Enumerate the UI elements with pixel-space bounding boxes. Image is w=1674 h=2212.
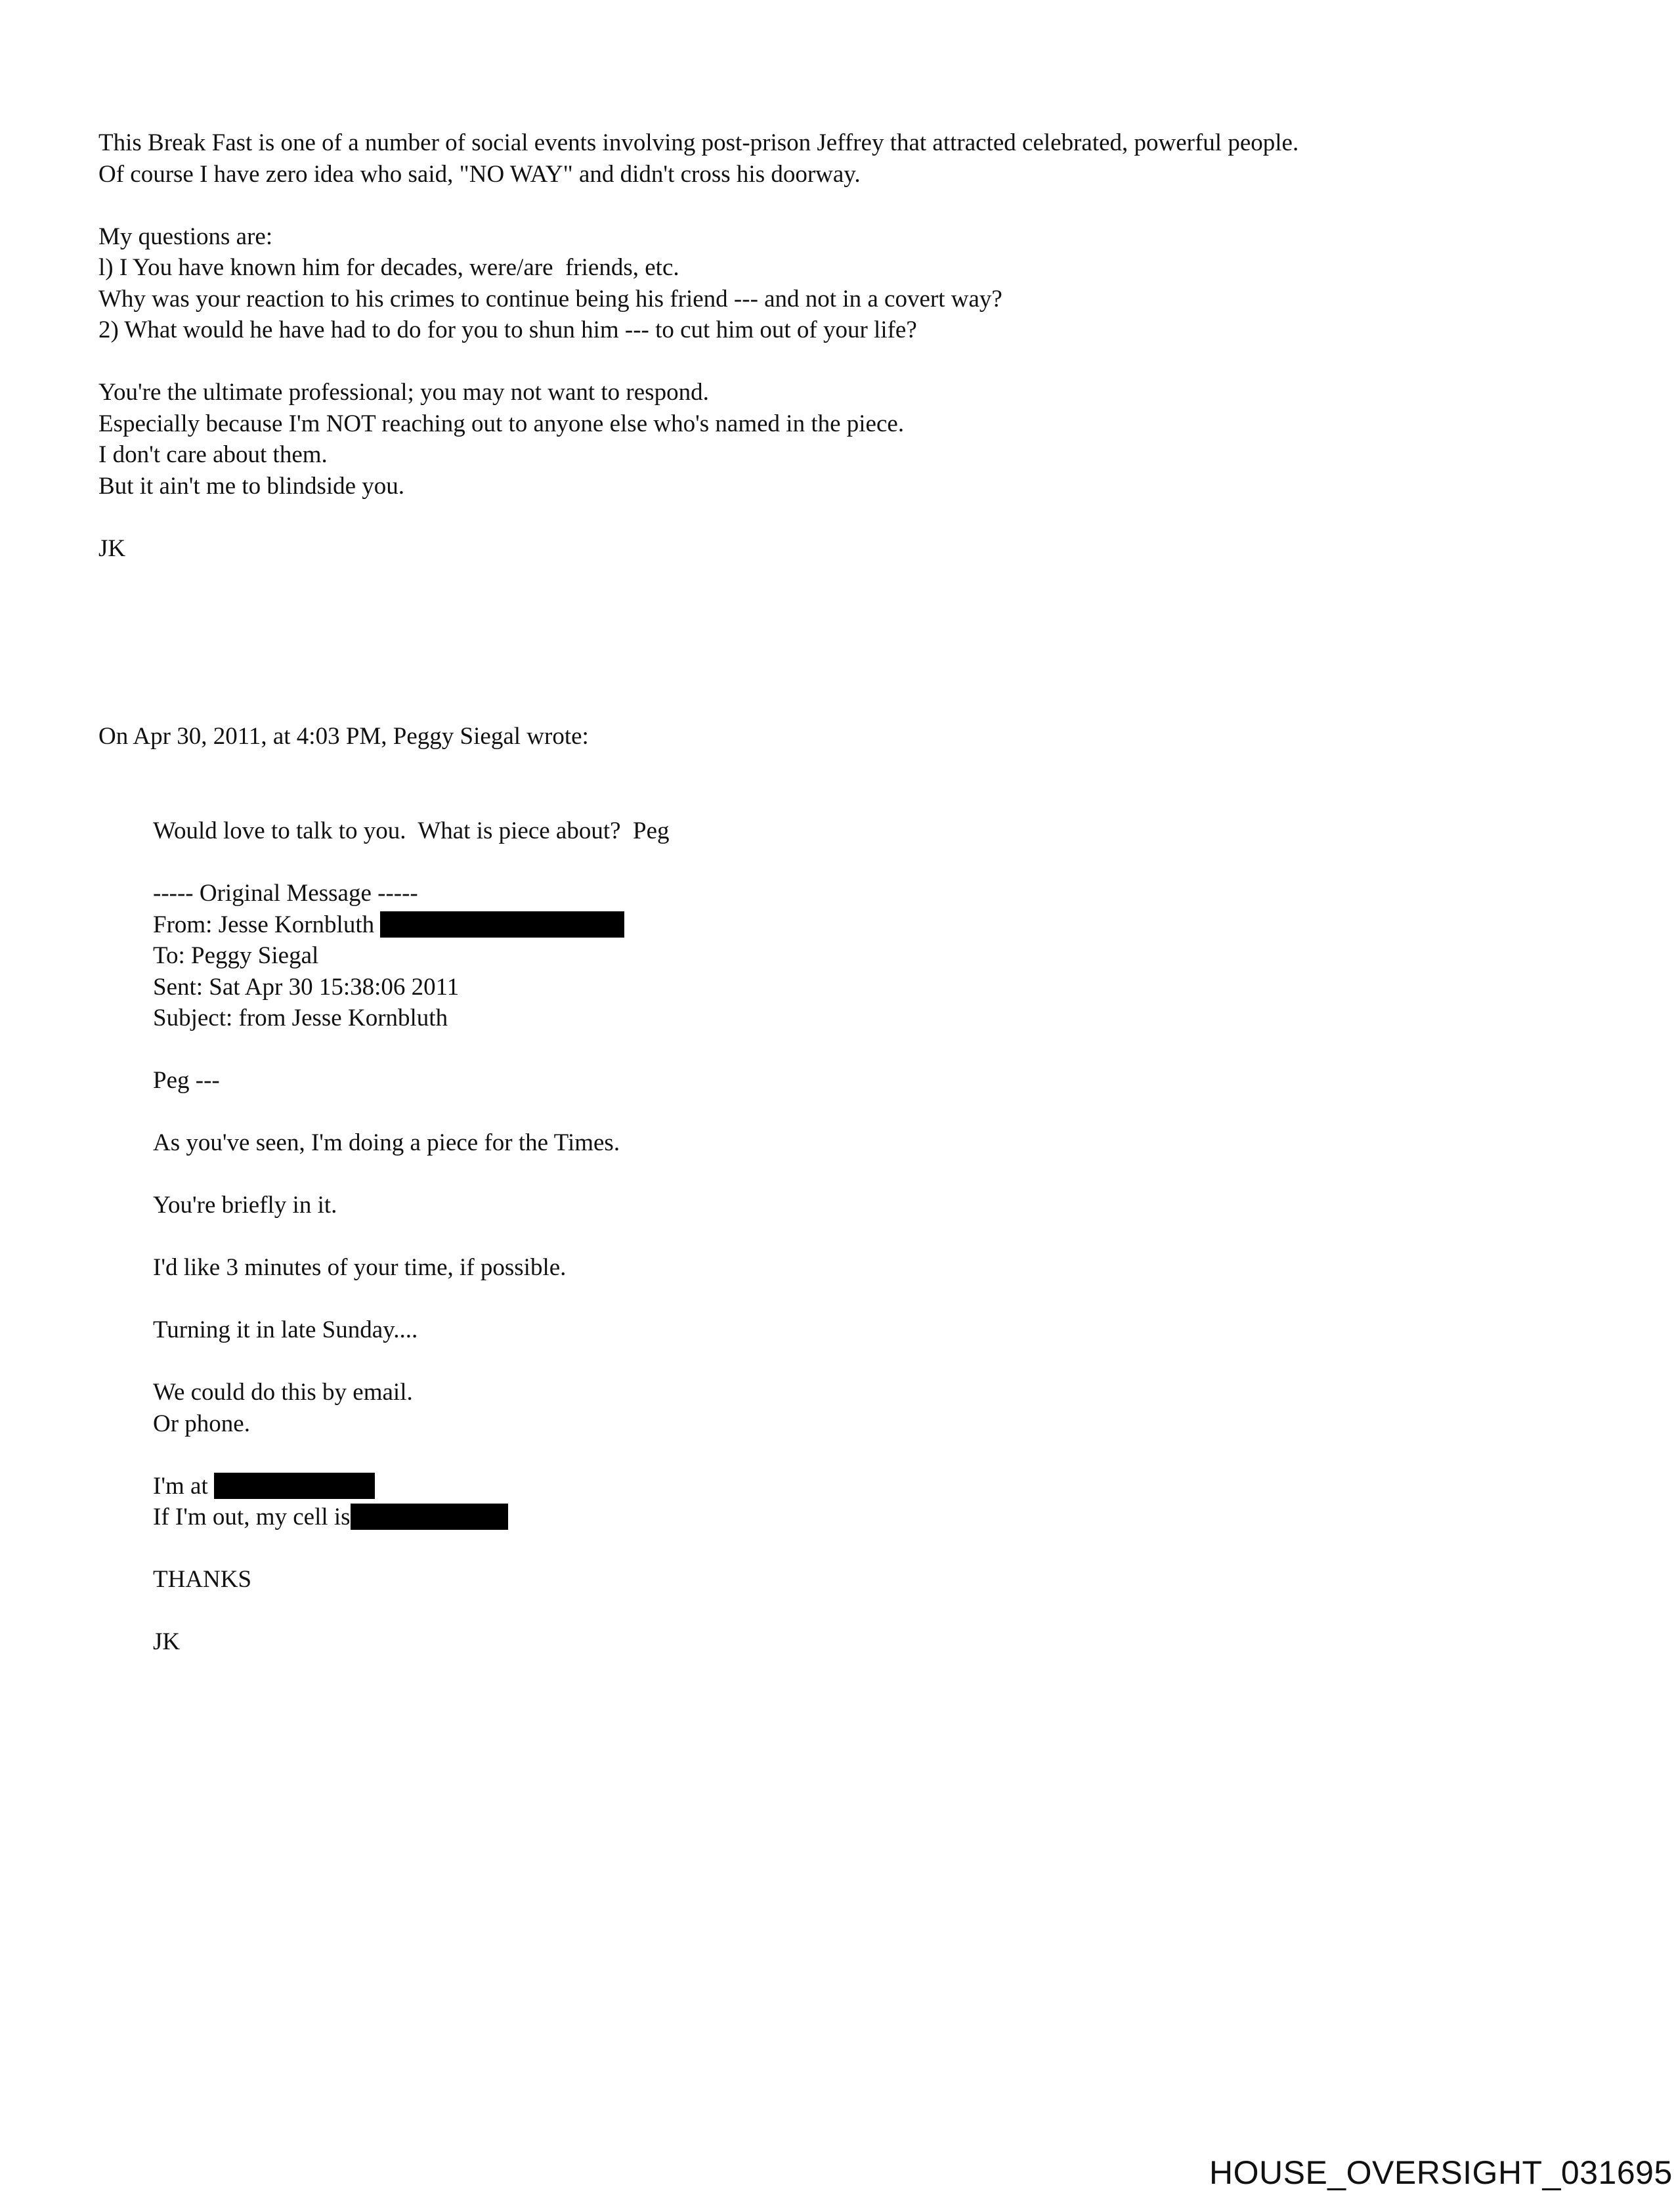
reply-header-block <box>98 721 1576 752</box>
redaction-bar <box>214 1473 375 1499</box>
cell-line <box>153 1502 1630 1533</box>
redaction-bar <box>351 1504 508 1530</box>
original-paragraph-5a: We could do this by email. <box>153 1379 413 1406</box>
header-subject: Subject: from Jesse Kornbluth <box>153 1005 448 1031</box>
original-paragraph-3: I'd like 3 minutes of your time, if possible. <box>153 1254 567 1281</box>
original-paragraph-1: As you've seen, I'm doing a piece for the Times. <box>153 1129 620 1156</box>
reply-body: Would love to talk to you. What is piece about? Peg <box>153 817 670 844</box>
closing-line-3: I don't care about them. <box>98 441 328 468</box>
question-1: l) I You have known him for decades, were/are friends, etc. <box>98 254 679 281</box>
original-message-marker: ----- Original Message ----- <box>153 880 418 907</box>
original-paragraph-4: Turning it in late Sunday.... <box>153 1316 418 1343</box>
header-from-text: From: Jesse Kornbluth <box>153 911 381 938</box>
header-from <box>153 909 1630 941</box>
header-sent: Sent: Sat Apr 30 15:38:06 2011 <box>153 973 460 1001</box>
thanks: THANKS <box>153 1566 252 1593</box>
quoted-reply <box>153 815 1630 1658</box>
closing-line-4: But it ain't me to blindside you. <box>98 472 405 500</box>
original-greeting: Peg --- <box>153 1067 220 1094</box>
cell-line-text: If I'm out, my cell is <box>153 1504 351 1530</box>
question-2: 2) What would he have had to do for you to shun him --- to cut him out of your life? <box>98 316 917 343</box>
original-paragraph-5b: Or phone. <box>153 1410 250 1437</box>
questions-heading: My questions are: <box>98 223 273 250</box>
bates-number: HOUSE_OVERSIGHT_031695 <box>1209 2154 1673 2191</box>
closing-line-2: Especially because I'm NOT reaching out to anyone else who's named in the piece. <box>98 410 905 437</box>
phone-line-text: I'm at <box>153 1472 214 1500</box>
original-signature: JK <box>153 1628 181 1655</box>
original-paragraph-2: You're briefly in it. <box>153 1192 337 1219</box>
redaction-bar <box>380 911 624 938</box>
question-1-continued: Why was your reaction to his crimes to continue being his friend --- and not in a covert way? <box>98 285 1002 313</box>
intro-paragraph <box>98 127 1576 564</box>
closing-signature: JK <box>98 534 126 562</box>
intro-line-2: Of course I have zero idea who said, "NO WAY" and didn't cross his doorway. <box>98 160 861 188</box>
reply-header: On Apr 30, 2011, at 4:03 PM, Peggy Siegal wrote: <box>98 723 589 750</box>
phone-line <box>153 1471 1630 1502</box>
header-to: To: Peggy Siegal <box>153 942 319 969</box>
intro-line-1: This Break Fast is one of a number of social events involving post-prison Jeffrey that attracted celebrated, powerful people. <box>98 129 1299 156</box>
closing-line-1: You're the ultimate professional; you may not want to respond. <box>98 379 709 406</box>
